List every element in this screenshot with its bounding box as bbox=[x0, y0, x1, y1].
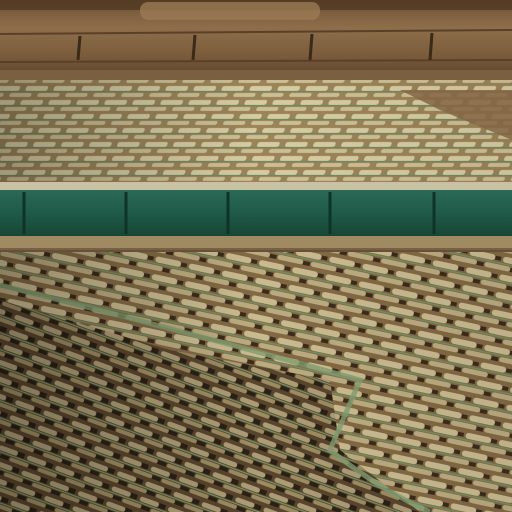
basket-rim bbox=[0, 0, 512, 80]
green-band bbox=[0, 182, 512, 254]
upper-weave bbox=[0, 80, 512, 185]
lower-weave bbox=[0, 252, 512, 512]
